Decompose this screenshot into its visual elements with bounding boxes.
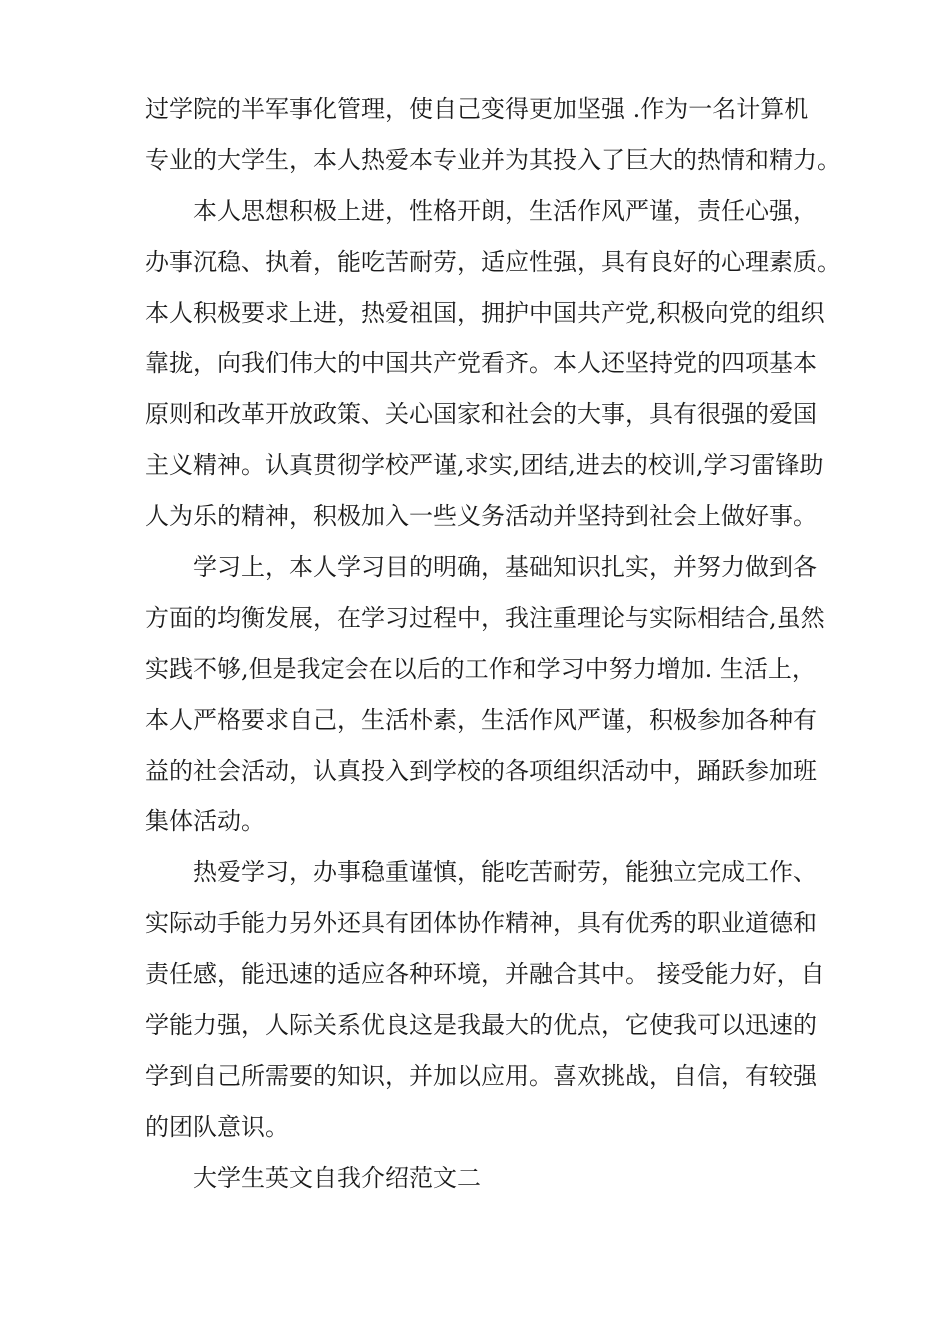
text-line: 方面的均衡发展，在学习过程中，我注重理论与实际相结合,虽然 [145,603,825,632]
text-line: 学到自己所需要的知识，并加以应用。喜欢挑战，自信，有较强 [145,1061,817,1090]
text-line: 原则和改革开放政策、关心国家和社会的大事，具有很强的爱国 [145,400,817,429]
text-line: 集体活动。 [145,807,265,836]
text-line: 过学院的半军事化管理，使自己变得更加坚强 .作为一名计算机 [145,95,809,123]
document-body [145,84,841,1204]
text-line: 益的社会活动，认真投入到学校的各项组织活动中，踊跃参加班 [145,756,817,785]
text-line: 靠拢，向我们伟大的中国共产党看齐。本人还坚持党的四项基本 [145,349,817,378]
section-heading: 大学生英文自我介绍范文二 [193,1163,481,1192]
text-line: 责任感，能迅速的适应各种环境，并融合其中。 接受能力好，自 [145,960,825,989]
text-line: 本人思想积极上进，性格开朗，生活作风严谨，责任心强， [193,196,817,225]
text-line: 实际动手能力另外还具有团体协作精神，具有优秀的职业道德和 [145,909,817,938]
text-line: 人为乐的精神，积极加入一些义务活动并坚持到社会上做好事。 [145,502,817,531]
text-line: 办事沉稳、执着，能吃苦耐劳，适应性强，具有良好的心理素质。 [145,247,841,276]
text-line: 学习上，本人学习目的明确，基础知识扎实，并努力做到各 [193,553,817,582]
text-line: 实践不够,但是我定会在以后的工作和学习中努力增加. 生活上， [145,654,816,683]
text-line: 的团队意识。 [145,1112,289,1141]
text-line: 学能力强，人际关系优良这是我最大的优点，它使我可以迅速的 [145,1011,817,1040]
text-line: 主义精神。认真贯彻学校严谨,求实,团结,进去的校训,学习雷锋助 [145,451,824,480]
text-line: 专业的大学生，本人热爱本专业并为其投入了巨大的热情和精力。 [145,145,841,174]
text-line: 热爱学习，办事稳重谨慎，能吃苦耐劳，能独立完成工作、 [193,858,817,887]
text-line: 本人严格要求自己，生活朴素，生活作风严谨，积极参加各种有 [145,705,817,734]
text-line: 本人积极要求上进，热爱祖国，拥护中国共产党,积极向党的组织 [145,298,825,327]
